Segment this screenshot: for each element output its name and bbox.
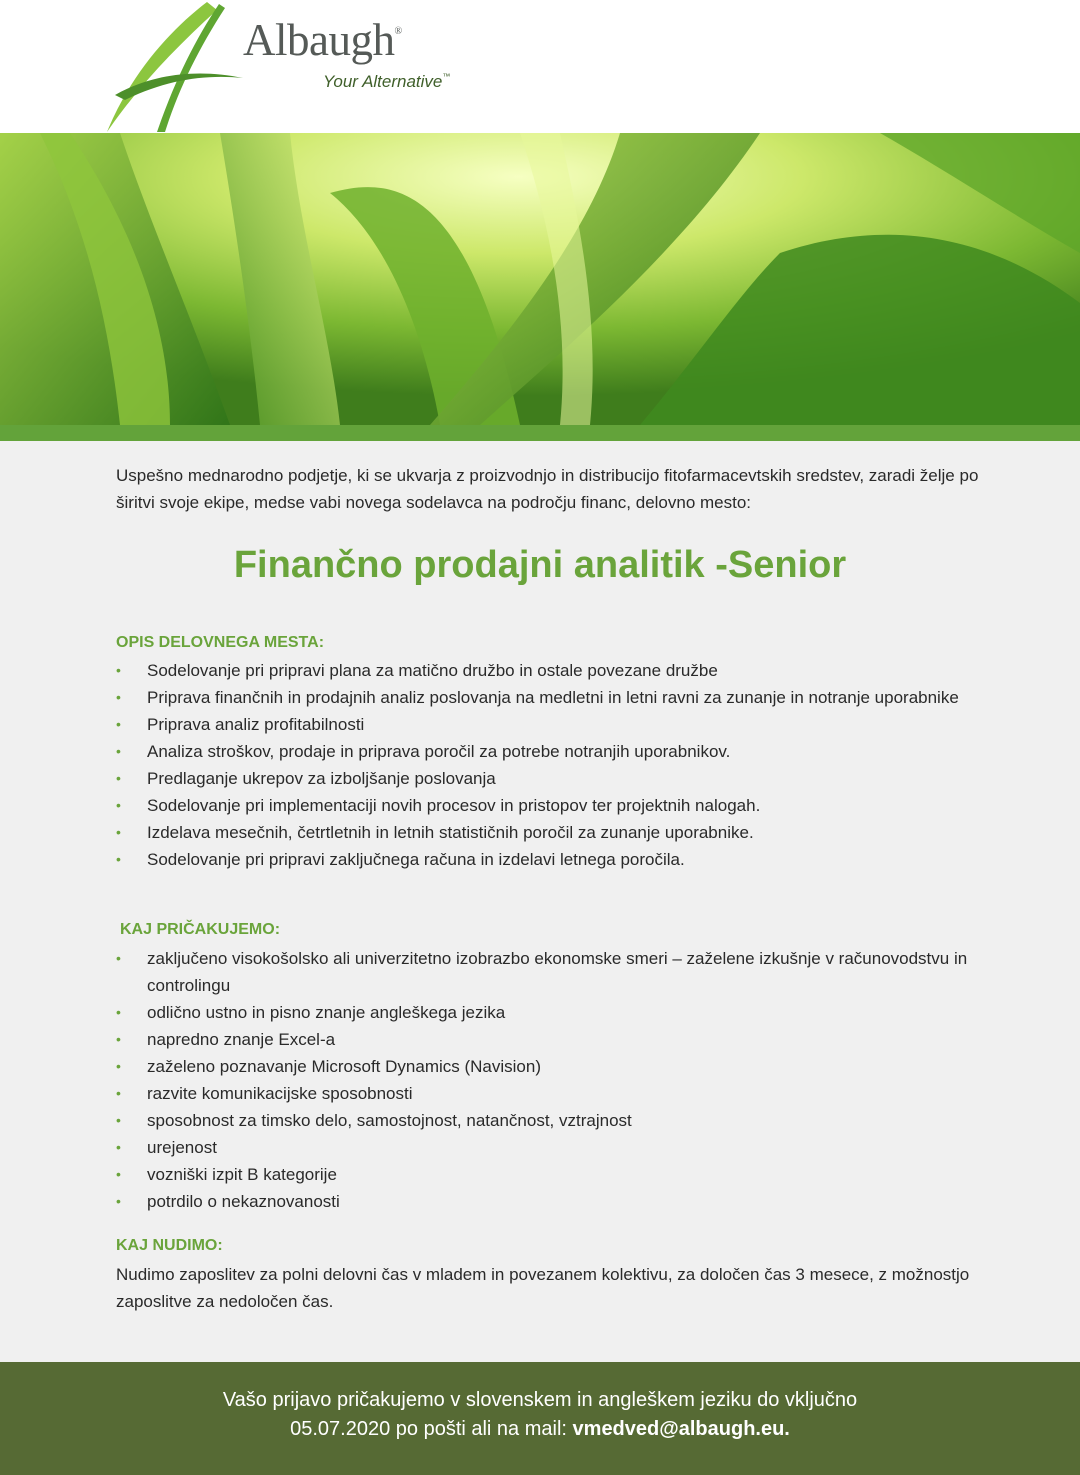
list-item: • sposobnost za timsko delo, samostojnost, natančnost, vztrajnost — [116, 1107, 976, 1134]
footer-text — [0, 1386, 1080, 1444]
list-item: • zaželeno poznavanje Microsoft Dynamics (Navision) — [116, 1053, 976, 1080]
albaugh-leaf-logo-icon — [95, 0, 245, 135]
list-item: • Analiza stroškov, prodaje in priprava poročil za potrebe notranjih uporabnikov. — [116, 738, 976, 765]
footer-banner — [0, 1362, 1080, 1475]
description-heading: OPIS DELOVNEGA MESTA: — [116, 634, 325, 651]
description-list — [116, 657, 976, 873]
list-item: • Sodelovanje pri pripravi zaključnega računa in izdelavi letnega poročila. — [116, 846, 976, 873]
list-item: • Priprava finančnih in prodajnih analiz poslovanja na medletni in letni ravni za zunanje in notranje uporabnike — [116, 684, 976, 711]
corn-leaves-photo — [0, 133, 1080, 425]
logo-tagline: Your Alternative™ — [323, 72, 451, 91]
divider-stripe — [0, 425, 1080, 441]
job-ad-content — [116, 462, 1016, 1311]
list-item: • urejenost — [116, 1134, 976, 1161]
logo-wordmark: Albaugh® — [243, 15, 402, 65]
list-item: • razvite komunikacijske sposobnosti — [116, 1080, 976, 1107]
intro-text: Uspešno mednarodno podjetje, ki se ukvarja z proizvodnjo in distribucijo fitofarmacevtskih sredstev, zaradi želje po širitvi svoje ekipe, medse vabi novega sodelavca na področju financ, delovno mesto: — [116, 466, 979, 512]
list-item: • Priprava analiz profitabilnosti — [116, 711, 976, 738]
list-item: • vozniški izpit B kategorije — [116, 1161, 976, 1188]
list-item: • Izdelava mesečnih, četrtletnih in letnih statističnih poročil za zunanje uporabnike. — [116, 819, 976, 846]
expectations-list — [116, 945, 976, 1215]
footer-line2: 05.07.2020 po pošti ali na mail: — [290, 1418, 573, 1440]
list-item: • Predlaganje ukrepov za izboljšanje poslovanja — [116, 765, 976, 792]
job-title: Finančno prodajni analitik -Senior — [233, 544, 847, 586]
list-item: • odlično ustno in pisno znanje angleškega jezika — [116, 999, 976, 1026]
list-item: • potrdilo o nekaznovanosti — [116, 1188, 976, 1215]
offer-heading: KAJ NUDIMO: — [116, 1237, 223, 1254]
list-item: • Sodelovanje pri implementaciji novih procesov in pristopov ter projektnih nalogah. — [116, 792, 976, 819]
list-item: • Sodelovanje pri pripravi plana za matično družbo in ostale povezane družbe — [116, 657, 976, 684]
footer-line1: Vašo prijavo pričakujemo v slovenskem in angleškem jeziku do vključno — [222, 1389, 858, 1411]
expectations-heading: KAJ PRIČAKUJEMO: — [120, 921, 281, 938]
list-item: • zaključeno visokošolsko ali univerzitetno izobrazbo ekonomske smeri – zaželene izkušnje v računovodstvu in controlingu — [116, 945, 976, 999]
hero-banner-image — [0, 133, 1080, 425]
offer-text: Nudimo zaposlitev za polni delovni čas v mladem in povezanem kolektivu, za določen čas 3 mesece, z možnostjo zaposlitve za nedoločen čas. — [116, 1265, 970, 1311]
email-link[interactable]: vmedved@albaugh.eu. — [572, 1418, 790, 1440]
header — [0, 0, 1080, 133]
list-item: • napredno znanje Excel-a — [116, 1026, 976, 1053]
